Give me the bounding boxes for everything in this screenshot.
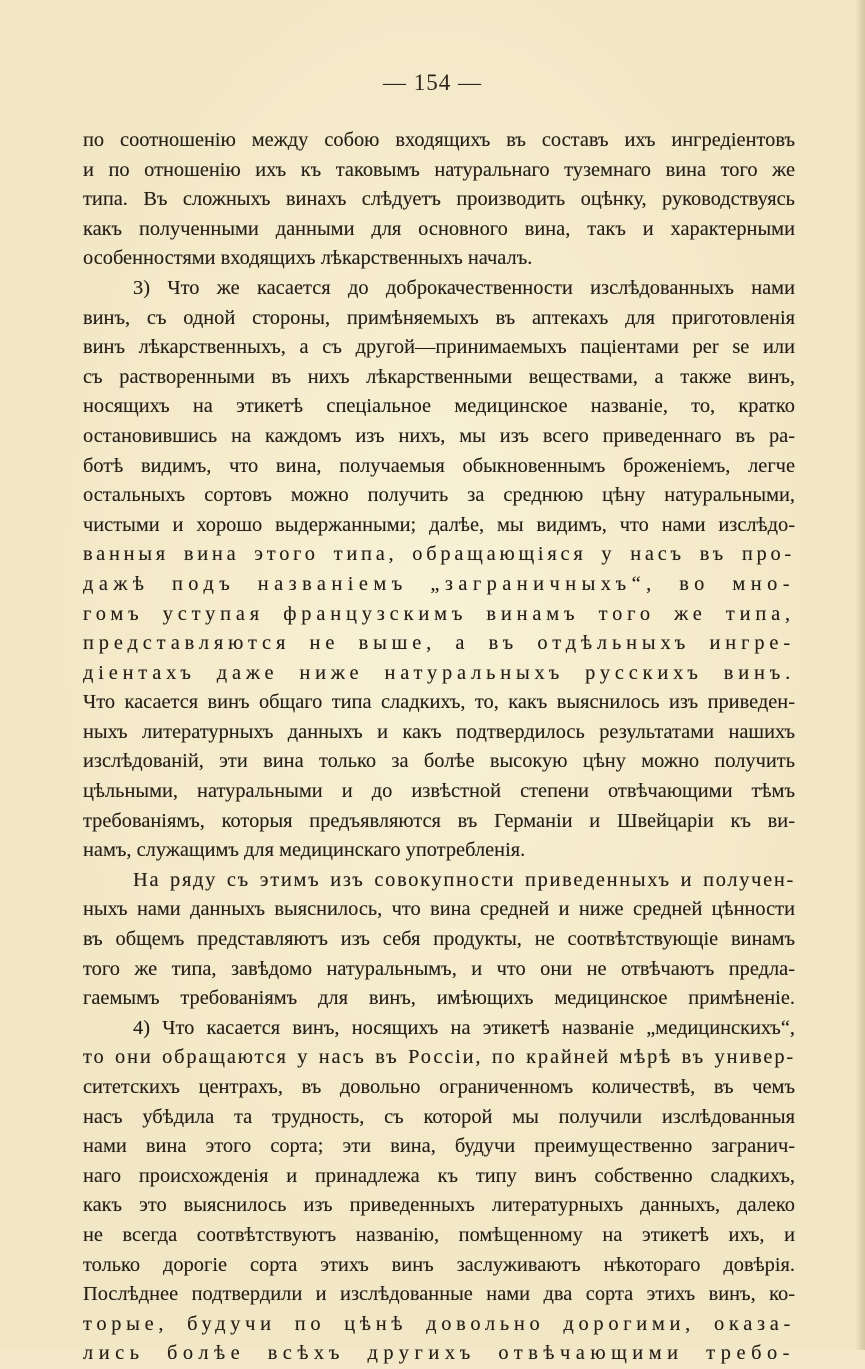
text-line: гаемымъ требованіямъ для винъ, имѣющихъ медицинское примѣненіе. — [83, 987, 795, 1010]
text-line: особенностями входящихъ лѣкарственныхъ началъ. — [83, 247, 533, 270]
text-line: съ растворенными въ нихъ лѣкарственными веществами, а также винъ, — [83, 365, 795, 388]
text-line: ныхъ нами данныхъ выяснилось, что вина средней и ниже средней цѣнности — [83, 898, 795, 921]
text-line: того же типа, завѣдомо натуральнымъ, и что они не отвѣчаютъ предла- — [83, 957, 795, 980]
text-line: не всегда соотвѣтствуютъ названію, помѣщенному на этикетѣ ихъ, и — [83, 1223, 795, 1246]
text-line: На ряду съ этимъ изъ совокупности приведенныхъ и получен- — [133, 868, 795, 891]
text-line: какъ полученными данными для основного вина, такъ и характерными — [83, 217, 795, 240]
text-line: намъ, служащимъ для медицинскаго употребленія. — [83, 839, 526, 862]
text-line: по соотношенію между собою входящихъ въ составъ ихъ ингредіентовъ — [83, 129, 795, 151]
page-edge-shadow — [855, 0, 865, 1350]
text-line: гомъ уступая французскимъ винамъ того же типа, — [83, 602, 795, 625]
text-line: ситетскихъ центрахъ, въ довольно ограниченномъ количествѣ, въ чемъ — [83, 1076, 795, 1098]
text-line: Послѣднее подтвердили и изслѣдованные нами два сорта этихъ винъ, ко- — [83, 1283, 795, 1306]
text-line: винъ лѣкарственныхъ, а съ другой—принимаемыхъ пацiентами per se или — [83, 336, 795, 359]
text-line: и по отношенію ихъ къ таковымъ натуральнаго туземнаго вина того же — [83, 158, 795, 181]
text-line: ныхъ литературныхъ данныхъ и какъ подтвердилось результатами нашихъ — [83, 720, 795, 743]
text-line: только дорогіе сорта этихъ винъ заслуживаютъ нѣкотораго довѣрія. — [83, 1253, 795, 1276]
text-line: Что касается винъ общаго типа сладкихъ, то, какъ выяснилось изъ приведен- — [83, 691, 795, 714]
text-line: требованіямъ, которыя предъявляются въ Германіи и Швейцаріи къ ви- — [83, 809, 795, 832]
body-text — [83, 126, 795, 1369]
text-line: наго происхожденія и принадлежа къ типу винъ собственно сладкихъ, — [83, 1164, 795, 1187]
text-line: 3) Что же касается до доброкачественности изслѣдованныхъ нами — [133, 276, 795, 299]
text-line: изслѣдованій, эти вина только за болѣе высокую цѣну можно получить — [83, 750, 795, 773]
text-line: дажѣ подъ названіемъ „заграничныхъ“, во мно- — [83, 572, 795, 595]
page-number: — 154 — — [383, 70, 482, 95]
text-line: представляются не выше, а въ отдѣльныхъ ингре- — [83, 632, 795, 655]
text-line: лись болѣе всѣхъ другихъ отвѣчающими требо- — [83, 1342, 795, 1365]
text-line: ботѣ видимъ, что вина, получаемыя обыкновеннымъ броженіемъ, легче — [83, 454, 795, 477]
text-line: 4) Что касается винъ, носящихъ на этикетѣ названіе „медицинскихъ“, — [133, 1016, 795, 1039]
text-line: чистыми и хорошо выдержанными; далѣе, мы видимъ, что нами изслѣдо- — [83, 513, 795, 536]
text-line: торые, будучи по цѣнѣ довольно дорогими, оказа- — [83, 1312, 795, 1335]
text-line: носящихъ на этикетѣ спеціальное медицинское названіе, то, кратко — [83, 395, 795, 418]
text-line: въ общемъ представляютъ изъ себя продукты, не соотвѣтствующіе винамъ — [83, 928, 795, 951]
text-line: то они обращаются у насъ въ Россіи, по крайней мѣрѣ въ универ- — [83, 1046, 795, 1069]
text-line: винъ, съ одной стороны, примѣняемыхъ въ аптекахъ для приготовленія — [83, 306, 795, 329]
text-line: насъ убѣдила та трудность, съ которой мы получили изслѣдованныя — [83, 1105, 795, 1128]
text-line: какъ это выяснилось изъ приведенныхъ литературныхъ данныхъ, далеко — [83, 1194, 795, 1217]
text-line: типа. Въ сложныхъ винахъ слѣдуетъ производить оцѣнку, руководствуясь — [83, 188, 795, 211]
text-line: діентахъ даже ниже натуральныхъ русскихъ винъ. — [83, 661, 795, 684]
text-line: ванныя вина этого типа, обращающіяся у насъ въ про- — [83, 543, 795, 566]
text-line: остальныхъ сортовъ можно получить за среднюю цѣну натуральными, — [83, 484, 795, 507]
text-line: остановившись на каждомъ изъ нихъ, мы изъ всего приведеннаго въ ра- — [83, 424, 795, 447]
text-line: нами вина этого сорта; эти вина, будучи преимущественно загранич- — [83, 1135, 795, 1158]
text-line: цѣльными, натуральными и до извѣстной степени отвѣчающими тѣмъ — [83, 780, 795, 803]
